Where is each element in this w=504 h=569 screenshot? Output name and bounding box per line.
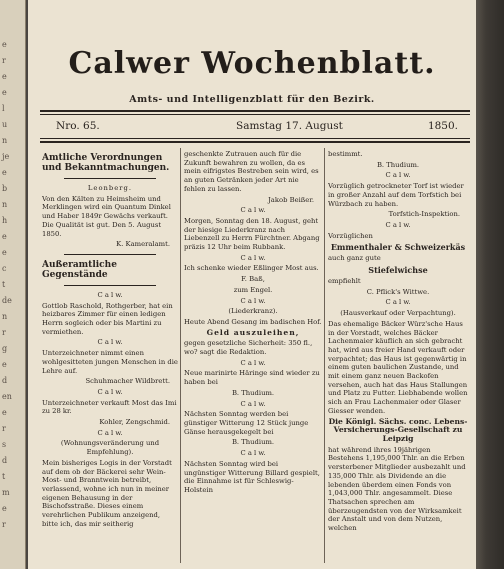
notice-signature: Jakob Beißer. [268,195,314,204]
notice-place: C a l w. [240,449,266,458]
notice-place: C a l w. [240,358,266,367]
adjacent-page-fragment: r [2,56,6,65]
rule-top-thick [40,110,470,112]
notice-signature: zum Engel. [233,285,273,294]
notice-place: C a l w. [97,387,123,396]
adjacent-page-fragment: n [2,200,8,209]
notice-place: C a l w. [240,399,266,408]
adjacent-page-fragment: r [2,424,6,433]
notice-signature: Kohler, Zengschmid. [99,418,170,427]
notice-place: C a l w. [97,338,123,347]
adjacent-page-fragment: m [2,488,10,497]
issue-number: Nro. 65. [56,120,100,132]
column-rule [324,148,325,563]
notice-text: gegen gesetzliche Sicherheit: 350 fl., wo? sagt die Redaktion. [184,339,313,357]
adjacent-page-fragment: e [2,248,7,257]
notice-signature: B. Thudium. [376,160,420,169]
adjacent-page-fragment: d [2,376,8,385]
issue-date: Samstag 17. August [236,120,343,132]
notice-place: C a l w. [97,290,123,299]
notice-place: Leonberg. [87,184,133,192]
adjacent-page-fragment: e [2,72,7,81]
notice-note: (Liederkranz). [228,307,278,316]
notice-text: Heute Abend Gesang im badischen Hof. [184,317,322,326]
notice-place: C a l w. [240,206,266,215]
divider [64,254,156,255]
adjacent-page-fragment: c [2,264,7,273]
notice-emphasis: Stiefelwichse [368,265,428,276]
rule-bottom-thick [40,141,470,143]
adjacent-page-fragment: je [2,152,10,161]
dateline [40,120,470,136]
notice-signature: B. Thudium. [231,388,275,397]
column-rule [180,148,181,563]
section-heading-nonofficial: Außeramtliche Gegenstände [42,259,117,280]
notice-signature: Schuhmacher Wildbrett. [85,377,170,386]
notice-text: bestimmt. [328,150,363,158]
adjacent-page-fragment: u [2,120,8,129]
column-2 [184,150,322,566]
notice-signature: K. Kameralamt. [116,240,170,249]
adjacent-page-fragment: e [2,168,7,177]
column-3 [328,150,468,566]
notice-emphasis: Emmenthaler & Schweizerkäs [330,242,466,253]
notice-text: Unterzeichneter nimmt einen wohlgesitteten jungen Menschen in die Lehre auf. [42,349,178,375]
notice-text: Nächsten Sonntag werden bei günstiger Witterung 12 Stück junge Gänse herausgekegelt bei [184,410,309,436]
adjacent-page-fragment: e [2,408,7,417]
adjacent-page-fragment: e [2,40,7,49]
notice-place: C a l w. [240,296,266,305]
notice-text: Vorzüglich getrockneter Torf ist wieder in großer Anzahl auf dem Torfstich bei Würzbach zu haben. [328,182,464,208]
notice-text: Neue marinirte Häringe sind wieder zu haben bei [184,369,320,387]
adjacent-page-fragment: r [2,328,6,337]
notice-text: Ich schenke wieder Eßlinger Most aus. [184,264,319,273]
adjacent-page-fragment: e [2,232,7,241]
newspaper-page [28,0,476,569]
notice-signature: Torfstich-Inspektion. [388,210,460,219]
adjacent-page-fragment: h [2,216,8,225]
notice-note: (Wohnungsveränderung und Empfehlung). [60,439,160,457]
section-heading-official: Amtliche Verordnungen und Bekanntmachungen. [42,153,170,173]
notice-text: hat während ihres 19jährigen Bestehens 1,195,000 Thlr. an die Erben versterbener Mitglieder ausbezahlt und 135,000 Thlr. als Dividende an die lebenden überdem einen Fonds von 1,043,000 Thlr. angesammelt. Diese Thatsachen sprechen am überzeugendsten von der Wirksamkeit der Anstalt und von dem Nutzen, welchen [328,445,466,533]
notice-signature: B. Thudium. [231,438,275,447]
notice-text: Morgen, Sonntag den 18. August, geht der hiesige Liederkranz nach Liebenzell zu Herrn Fürchtner. Abgang präzis 12 Uhr beim Rubbank. [184,216,320,252]
notice-text: Mein bisheriges Logis in der Vorstadt auf dem ob der Bäckerei sehr Wein-Most- und Branntwein betreibt, verlassend, wohne ich nun in meiner eigenen Behausung in der Bischofsstraße. Dieses einem verehrlichen Publikum anzeigend, bitte ich, das mir seitherig [42,458,172,528]
adjacent-page-fragment: r [2,520,6,529]
notice-text: Unterzeichneter verkauft Most das Imi zu 28 kr. [42,398,177,416]
notice-heading: Die Königl. Sächs. conc. Lebens-Versicherungs-Gesellschaft zu Leipzig [328,416,468,443]
notice-note: (Hausverkauf oder Verpachtung). [340,309,456,318]
masthead-title: Calwer Wochenblatt. [68,46,436,81]
notice-heading: Geld auszuleihen, [206,327,300,337]
adjacent-page-fragment: e [2,88,7,97]
notice-place: C a l w. [385,298,411,307]
notice-text: Gottlob Raschold, Rothgerber, hat ein heizbares Zimmer für einen ledigen Herrn sogleich oder bis Martini zu vermiethen. [42,301,173,336]
adjacent-page-fragment: g [2,344,8,353]
notice-place: C a l w. [385,171,411,180]
adjacent-page-fragment: d [2,456,8,465]
notice-signature: C. Pflick's Wittwe. [366,287,430,296]
adjacent-page-fragment: t [2,472,6,481]
adjacent-page-fragment: en [2,392,12,401]
book-binding [474,0,504,569]
adjacent-page-fragment: b [2,184,8,193]
notice-text: Vorzüglichen [328,231,373,240]
adjacent-page-fragment: t [2,280,6,289]
masthead-subtitle: Amts- und Intelligenzblatt für den Bezirk. [129,94,375,105]
adjacent-page-fragment: s [2,440,7,449]
notice-text: Von den Kälten zu Heimsheim und Merklingen wird ein Quantum Dinkel und Haber 1849r Gewächs verkauft. Die Qualität ist gut. Den 5. August 1850. [42,194,171,238]
notice-place: C a l w. [240,253,266,262]
rule-top-thin [40,114,470,115]
adjacent-page-fragment: l [2,104,5,113]
issue-year: 1850. [427,120,458,132]
notice-text: geschenkte Zutrauen auch für die Zukunft bewahren zu wollen, da es mein eifrigstes Bestreben sein wird, es an guten Getränken jeder Art nie fehlen zu lassen. [184,150,319,193]
divider [64,178,156,179]
notice-text: empfiehlt [328,277,361,286]
rule-bottom-thin [40,138,470,139]
notice-text: auch ganz gute [328,254,381,263]
adjacent-page-strip [0,0,26,569]
divider [64,285,156,286]
notice-place: C a l w. [385,220,411,229]
notice-text: Nächsten Sonntag wird bei ungünstiger Witterung Billard gespielt, die Einnahme ist für Schleswig-Holstein [184,459,320,494]
adjacent-page-fragment: e [2,504,7,513]
notice-signature: F. Baß, [241,275,265,284]
notice-place: C a l w. [97,428,123,437]
notice-text: Das ehemalige Bäcker Würz'sche Haus in der Vorstadt, welches Bäcker Lachenmaier käuflich an sich gebracht hat, wird aus freier Hand verkauft oder verpachtet; das Haus ist gegenwärtig in einem guten baulichen Zustande, und mit einem ganz neuen Backofen versehen, auch hat das Haus Stallungen und Platz zu Futter. Liebhabende wollen sich an Frau Lachenmaier oder Glaser Giesser wenden. [328,319,468,415]
column-1 [42,150,178,566]
adjacent-page-fragment: de [2,296,12,305]
adjacent-page-fragment: n [2,312,8,321]
adjacent-page-fragment: e [2,360,7,369]
adjacent-page-fragment: n [2,136,8,145]
